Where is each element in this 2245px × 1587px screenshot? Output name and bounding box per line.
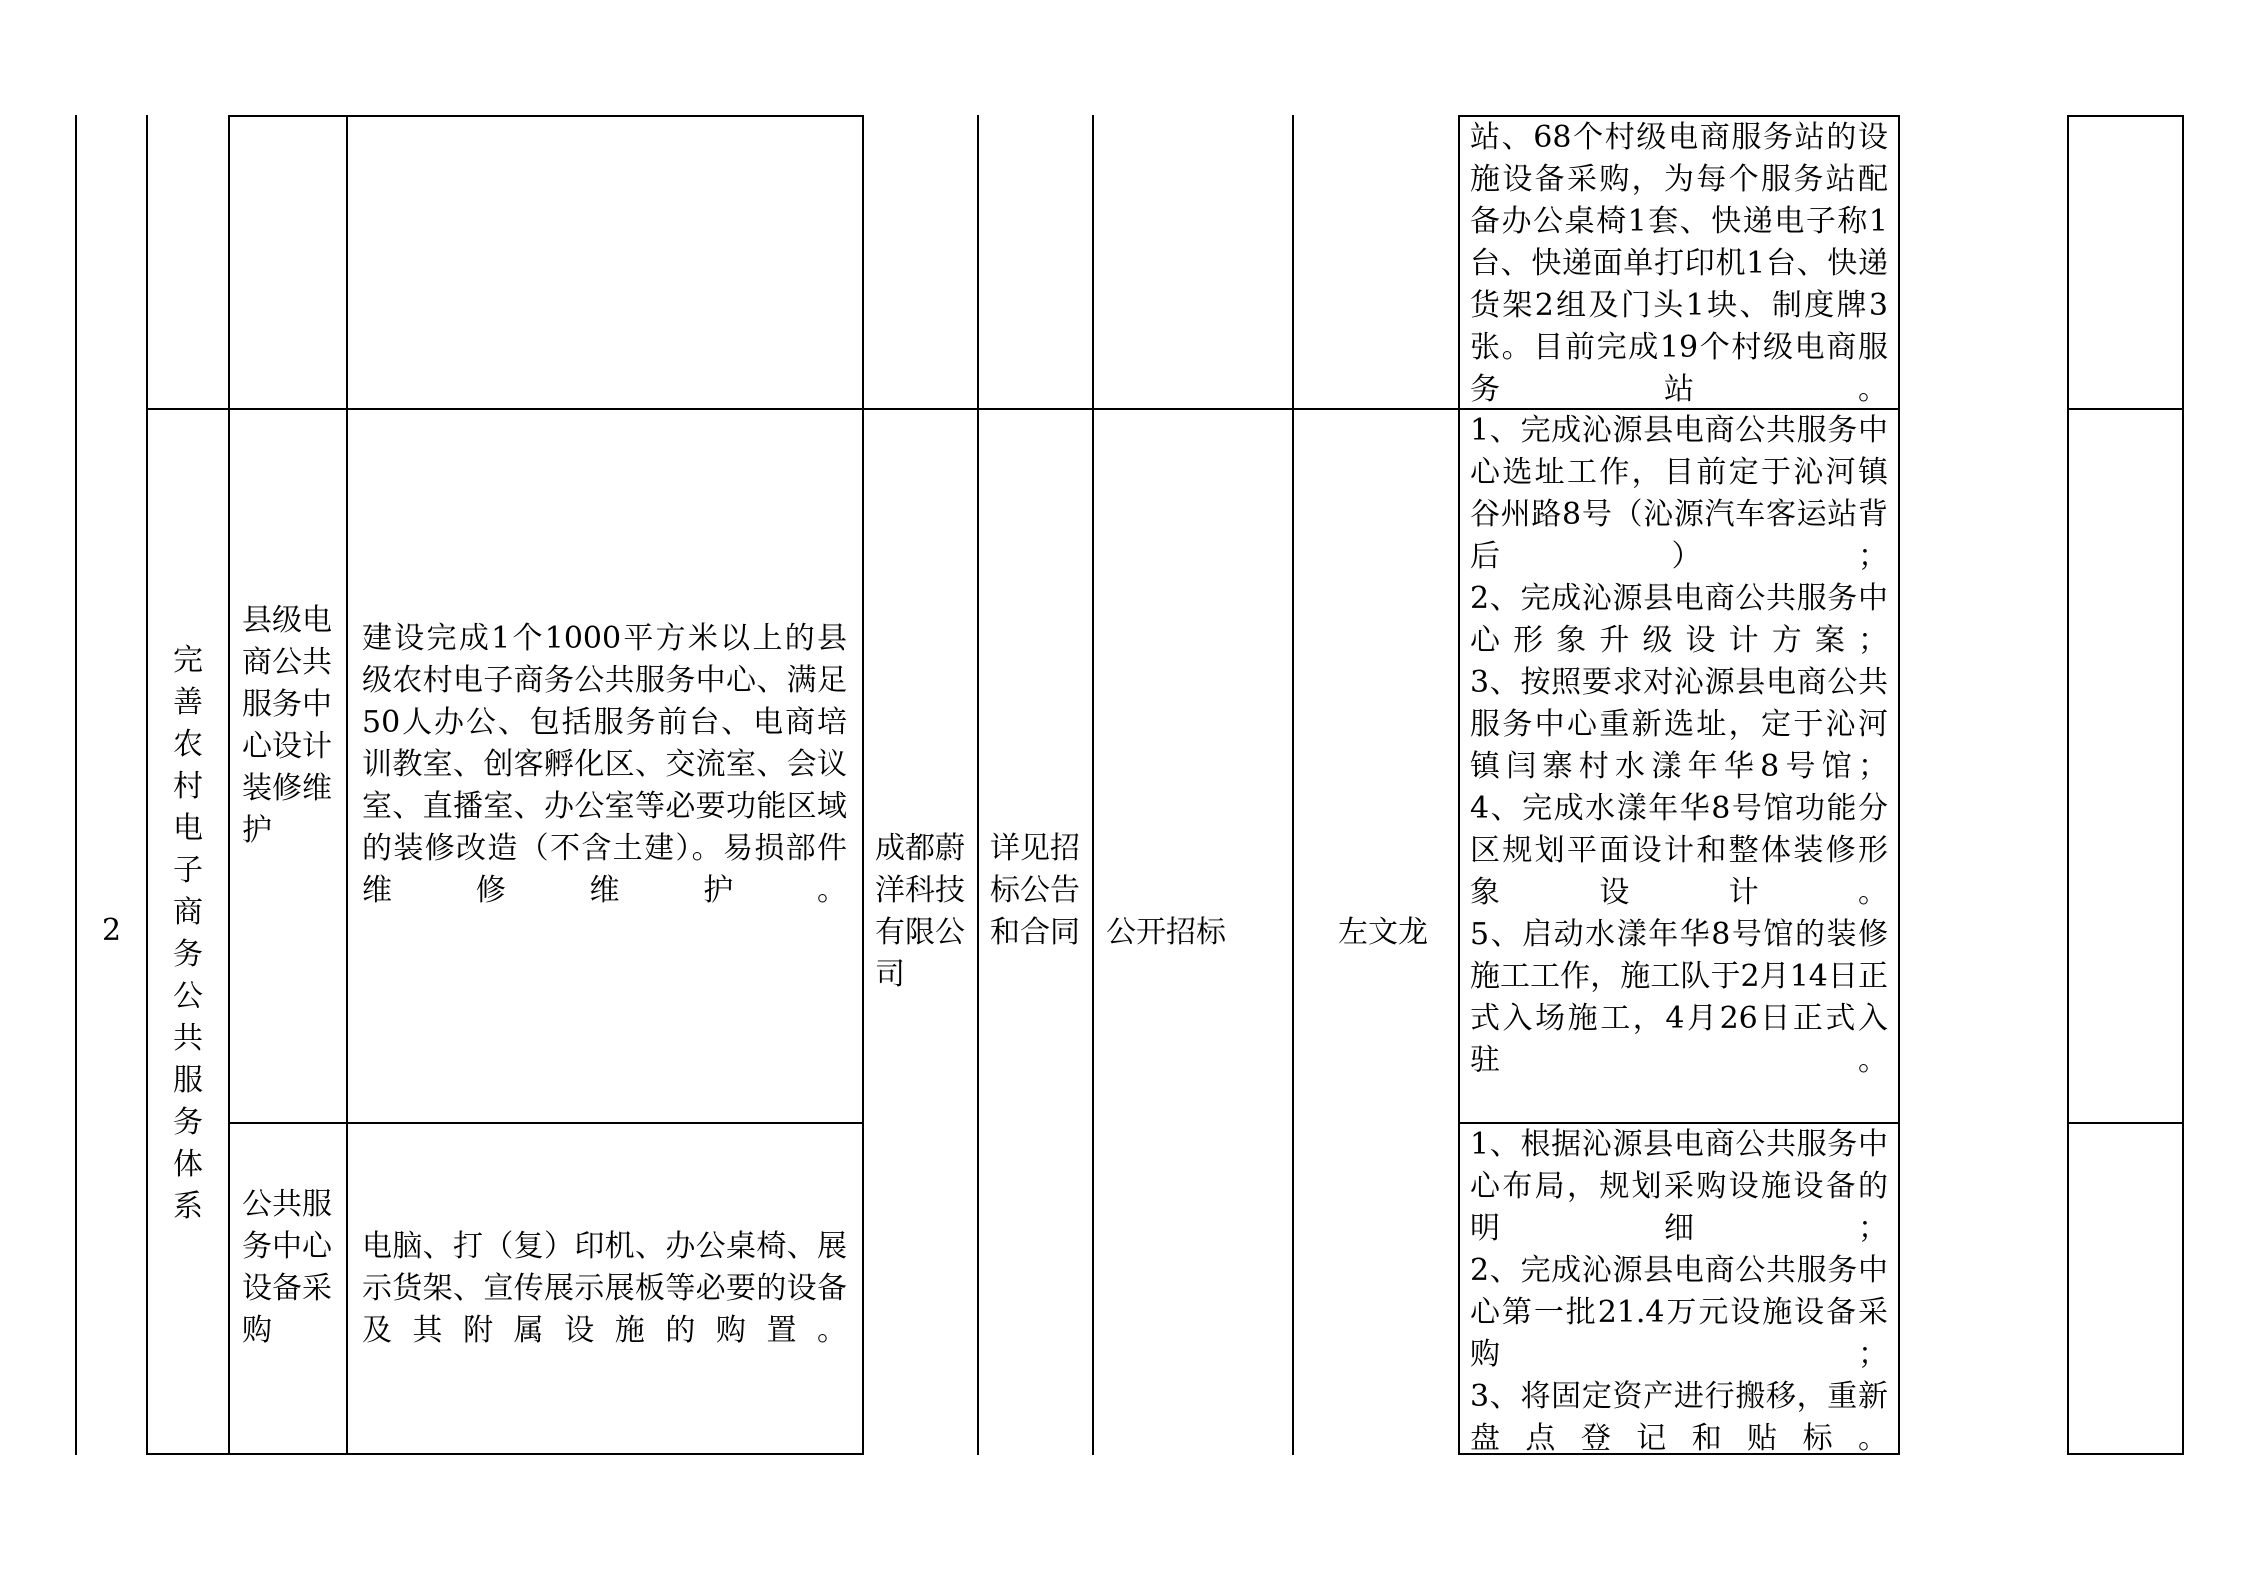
grid-line [146,1453,862,1455]
grid-line [2182,115,2184,1455]
grid-line [228,1122,864,1124]
project-category: 完善农村电子商务公共服务体系 [173,643,203,1224]
progress-item: 3、将固定资产进行搬移，重新盘点登记和贴标。 [1470,1379,1888,1456]
contract-details: 详见招标公告和合同 [990,831,1080,950]
progress-list-2 [1470,1124,1888,1460]
grid-line [1292,115,1294,1455]
grid-line [862,115,864,1455]
grid-line [2067,1122,2184,1124]
grid-line [1458,115,1460,1455]
grid-line [977,115,979,1455]
grid-line [2067,115,2184,117]
subproject-name-1: 县级电商公共服务中心设计装修维护 [242,603,332,848]
progress-item: 2、完成沁源县电商公共服务中心第一批21.4万元设施设备采购； [1470,1253,1888,1372]
grid-line [2067,1453,2184,1455]
grid-line [1898,115,1900,1455]
prev-row-progress: 站、68个村级电商服务站的设施设备采购，为每个服务站配备办公桌椅1套、快递电子称1台、快递面单打印机1台、快递货架2组及门头1块、制度牌3张。目前完成19个村级电商服务站。 [1470,120,1888,407]
procurement-method: 公开招标 [1106,915,1226,950]
grid-line [1092,115,1094,1455]
progress-item: 2、完成沁源县电商公共服务中心形象升级设计方案； [1470,581,1888,658]
progress-list-1 [1470,410,1888,1082]
row-number: 2 [101,913,122,948]
grid-line [2067,408,2184,410]
progress-item: 3、按照要求对沁源县电商公共服务中心重新选址，定于沁河镇闫寨村水漾年华8号馆； [1470,665,1888,784]
subproject-content-1: 建设完成1个1000平方米以上的县级农村电子商务公共服务中心、满足50人办公、包括服务前台、电商培训教室、创客孵化区、交流室、会议室、直播室、办公室等必要功能区域的装修改造（不含土建）。易损部件维修维护。 [362,621,847,908]
grid-line [228,115,230,1455]
progress-item: 1、完成沁源县电商公共服务中心选址工作，目前定于沁河镇谷州路8号（沁源汽车客运站背后）； [1470,413,1888,574]
contractor-company: 成都蔚洋科技有限公司 [875,831,965,992]
grid-line [2067,115,2069,1455]
grid-line [75,115,77,1455]
progress-item: 1、根据沁源县电商公共服务中心布局，规划采购设施设备的明细； [1470,1127,1888,1246]
responsible-person: 左文龙 [1338,915,1428,950]
subproject-name-2: 公共服务中心设备采购 [242,1187,332,1348]
grid-line [146,115,148,1455]
grid-line [228,115,864,117]
progress-item: 5、启动水漾年华8号馆的装修施工工作，施工队于2月14日正式入场施工，4月26日正式入驻。 [1470,917,1888,1078]
subproject-content-2: 电脑、打（复）印机、办公桌椅、展示货架、宣传展示展板等必要的设备及其附属设施的购置。 [362,1229,847,1348]
progress-item: 4、完成水漾年华8号馆功能分区规划平面设计和整体装修形象设计。 [1470,791,1888,910]
grid-line [346,115,348,1455]
